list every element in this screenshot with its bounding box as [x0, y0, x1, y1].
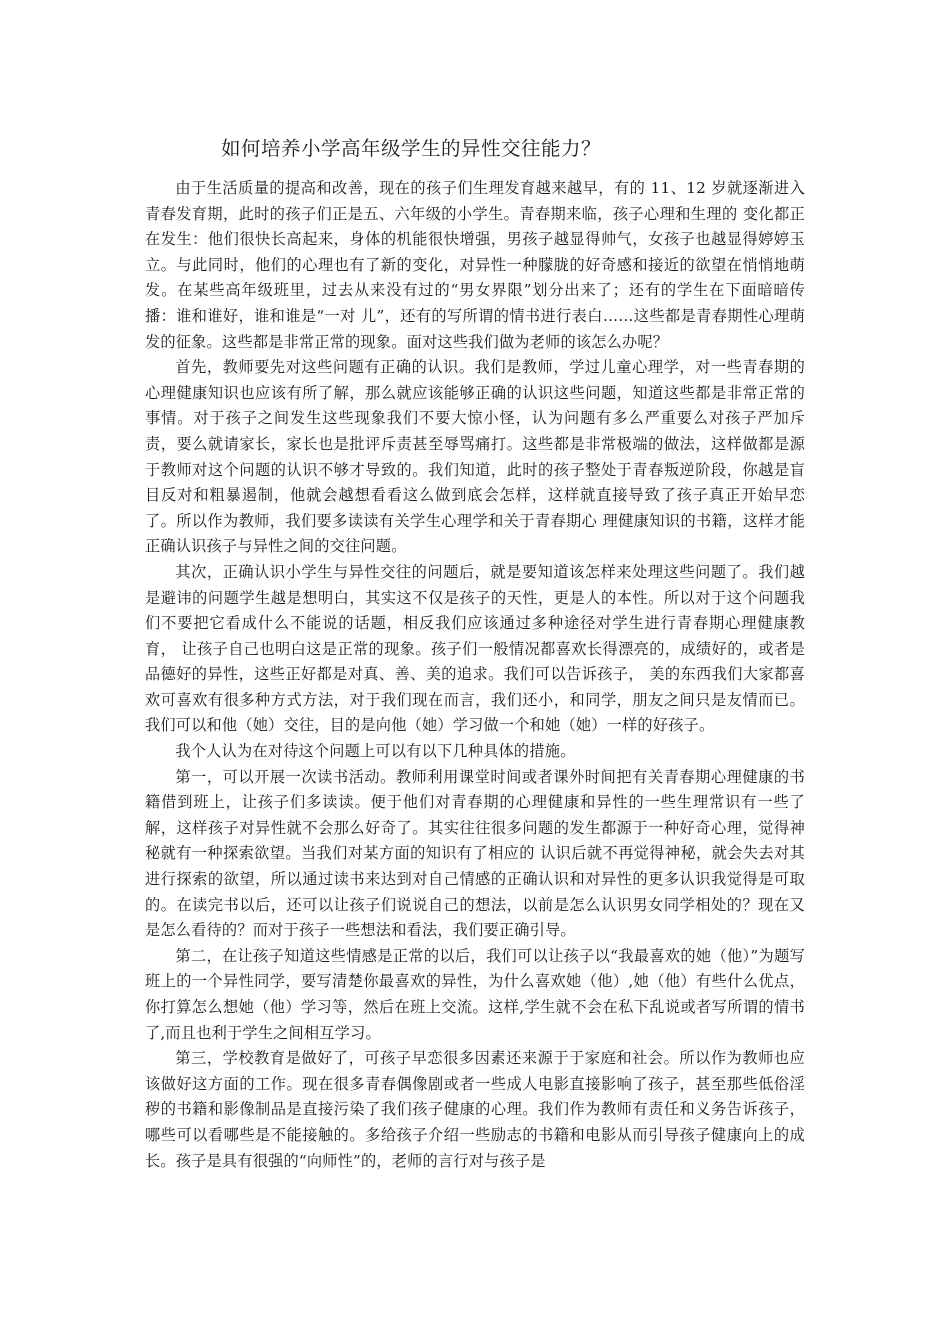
paragraph-measure-three: 第三，学校教育是做好了，可孩子早恋很多因素还来源于于家庭和社会。所以作为教师也应该做好这方面的工作。现在很多青春偶像剧或者一些成人电影直接影响了孩子，甚至那些低俗淫秽的书籍和影像制品是直接污染了我们孩子健康的心理。我们作为教师有责任和义务告诉孩子，哪些可以看哪些是不能接触的。多给孩子介绍一些励志的书籍和电影从而引导孩子健康向上的成长。孩子是具有很强的“向师性”的，老师的言行对与孩子是: [145, 1049, 805, 1170]
paragraph-measure-one: 第一，可以开展一次读书活动。教师利用课堂时间或者课外时间把有关青春期心理健康的书籍借到班上，让孩子们多读读。便于他们对青春期的心理健康和异性的一些生理常识有一些了解，这样孩子对异性就不会那么好奇了。其实往往很多问题的发生都源于一种好奇心理，觉得神秘就有一种探索欲望。当我们对某方面的知识有了相应的 认识后就不再觉得神秘，就会失去对其进行探索的欲望，所以通过读书来达到对自己情感的正确认识和对异性的更多认识我觉得是可取的。在读完书以后，还可以让孩子们说说自己的想法，以前是怎么认识男女同学相处的？现在又是怎么看待的？而对于孩子一些想法和看法，我们要正确引导。: [145, 767, 805, 940]
document-page: [145, 130, 805, 1174]
paragraph-measure-two: 第二，在让孩子知道这些情感是正常的以后，我们可以让孩子以“我最喜欢的她（他）”为题写班上的一个异性同学，要写清楚你最喜欢的异性，为什么喜欢她（他）,她（他）有些什么优点，你打算怎么想她（他）学习等，然后在班上交流。这样,学生就不会在私下乱说或者写所谓的情书了,而且也利于学生之间相互学习。: [145, 946, 805, 1042]
document-title: 如何培养小学高年级学生的异性交往能力？: [221, 137, 602, 160]
paragraph-second-point: 其次，正确认识小学生与异性交往的问题后，就是要知道该怎样来处理这些问题了。我们越是避讳的问题学生越是想明白，其实这不仅是孩子的天性，更是人的本性。所以对于这个问题我们不要把它看成什么不能说的话题，相反我们应该通过多种途径对学生进行青春期心理健康教育， 让孩子自己也明白这是正常的现象。孩子们一般情况都喜欢长得漂亮的，成绩好的，或者是品德好的异性，这些正好都是对真、善、美的追求。我们可以告诉孩子， 美的东西我们大家都喜欢可喜欢有很多种方式方法，对于我们现在而言，我们还小，和同学，朋友之间只是友情而已。我们可以和他（她）交往，目的是向他（她）学习做一个和她（她）一样的好孩子。: [145, 562, 805, 735]
paragraph-first-point: 首先，教师要先对这些问题有正确的认识。我们是教师，学过儿童心理学，对一些青春期的心理健康知识也应该有所了解，那么就应该能够正确的认识这些问题，知道这些都是非常正常的事情。对于孩子之间发生这些现象我们不要大惊小怪，认为问题有多么严重要么对孩子严加斥责，要么就请家长，家长也是批评斥责甚至辱骂痛打。这些都是非常极端的做法，这样做都是源于教师对这个问题的认识不够才导致的。我们知道，此时的孩子整处于青春叛逆阶段，你越是盲目反对和粗暴遏制，他就会越想看看这么做到底会怎样，这样就直接导致了孩子真正开始早恋了。所以作为教师，我们要多读读有关学生心理学和关于青春期心 理健康知识的书籍，这样才能正确认识孩子与异性之间的交往问题。: [145, 358, 805, 556]
paragraph-intro: 由于生活质量的提高和改善，现在的孩子们生理发育越来越早，有的 11、12 岁就逐渐进入青春发育期，此时的孩子们正是五、六年级的小学生。青春期来临，孩子心理和生理的 变化都正在发生：他们很快长高起来，身体的机能很快增强，男孩子越显得帅气，女孩子也越显得婷婷玉立。与此同时，他们的心理也有了新的变化，对异性一种朦胧的好奇感和接近的欲望在悄悄地萌发。在某些高年级班里，过去从来没有过的“男女界限”划分出来了；还有的学生在下面暗暗传播：谁和谁好，谁和谁是“一对 儿”，还有的写所谓的情书进行表白……这些都是青春期性心理萌发的征象。这些都是非常正常的现象。面对这些我们做为老师的该怎么办呢？: [145, 179, 805, 351]
paragraph-measures-intro: 我个人认为在对待这个问题上可以有以下几种具体的措施。: [175, 742, 576, 761]
